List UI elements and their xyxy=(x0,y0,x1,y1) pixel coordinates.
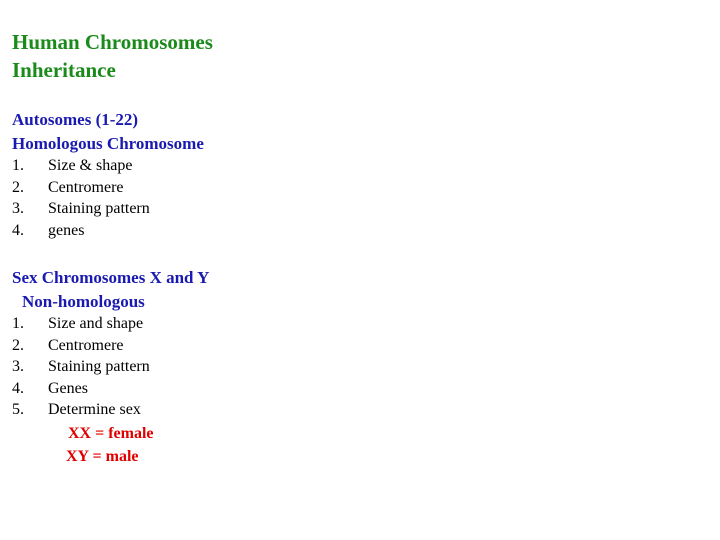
list-item-number: 2. xyxy=(12,178,24,196)
list-item-text: Determine sex xyxy=(48,401,141,419)
list-item-text: Staining pattern xyxy=(48,358,150,376)
list-item-number: 1. xyxy=(12,315,24,332)
list-item-number: 5. xyxy=(12,401,24,419)
list-item-text: Genes xyxy=(48,379,88,397)
list-item-number: 3. xyxy=(12,358,24,376)
list-item-number: 4. xyxy=(12,379,24,397)
list-item xyxy=(12,198,150,220)
male-note: XY = male xyxy=(66,448,139,465)
autosomes-heading-line-1: Autosomes (1-22) xyxy=(12,110,139,129)
list-item xyxy=(12,378,150,400)
list-item xyxy=(12,313,150,335)
list-item-text: Size & shape xyxy=(48,157,133,174)
list-item-number: 2. xyxy=(12,336,24,354)
sex-chromosomes-heading-line-2: Non-homologous xyxy=(22,292,145,311)
list-item-text: Size and shape xyxy=(48,315,144,332)
list-item xyxy=(12,335,150,357)
list-item-text: Centromere xyxy=(48,336,124,354)
list-item xyxy=(12,356,150,378)
sex-chromosomes-heading-line-1: Sex Chromosomes X and Y xyxy=(12,268,210,287)
list-item xyxy=(12,399,150,421)
list-item-text: Staining pattern xyxy=(48,200,150,218)
list-item xyxy=(12,220,150,242)
list-item-text: genes xyxy=(48,221,85,239)
sex-chromosomes-heading xyxy=(12,266,209,314)
list-item-number: 4. xyxy=(12,221,24,239)
title-line-2: Inheritance xyxy=(12,58,116,82)
list-item-number: 3. xyxy=(12,200,24,218)
slide-title xyxy=(12,28,213,84)
autosomes-heading-line-2: Homologous Chromosome xyxy=(12,134,204,153)
list-item-text: Centromere xyxy=(48,178,124,196)
autosomes-heading xyxy=(12,108,204,156)
female-note: XX = female xyxy=(68,425,154,442)
list-item xyxy=(12,177,150,199)
title-line-1: Human Chromosomes xyxy=(12,30,213,54)
sex-chromosomes-list xyxy=(12,313,150,421)
list-item-number: 1. xyxy=(12,157,24,174)
list-item xyxy=(12,155,150,177)
autosomes-list xyxy=(12,155,150,241)
